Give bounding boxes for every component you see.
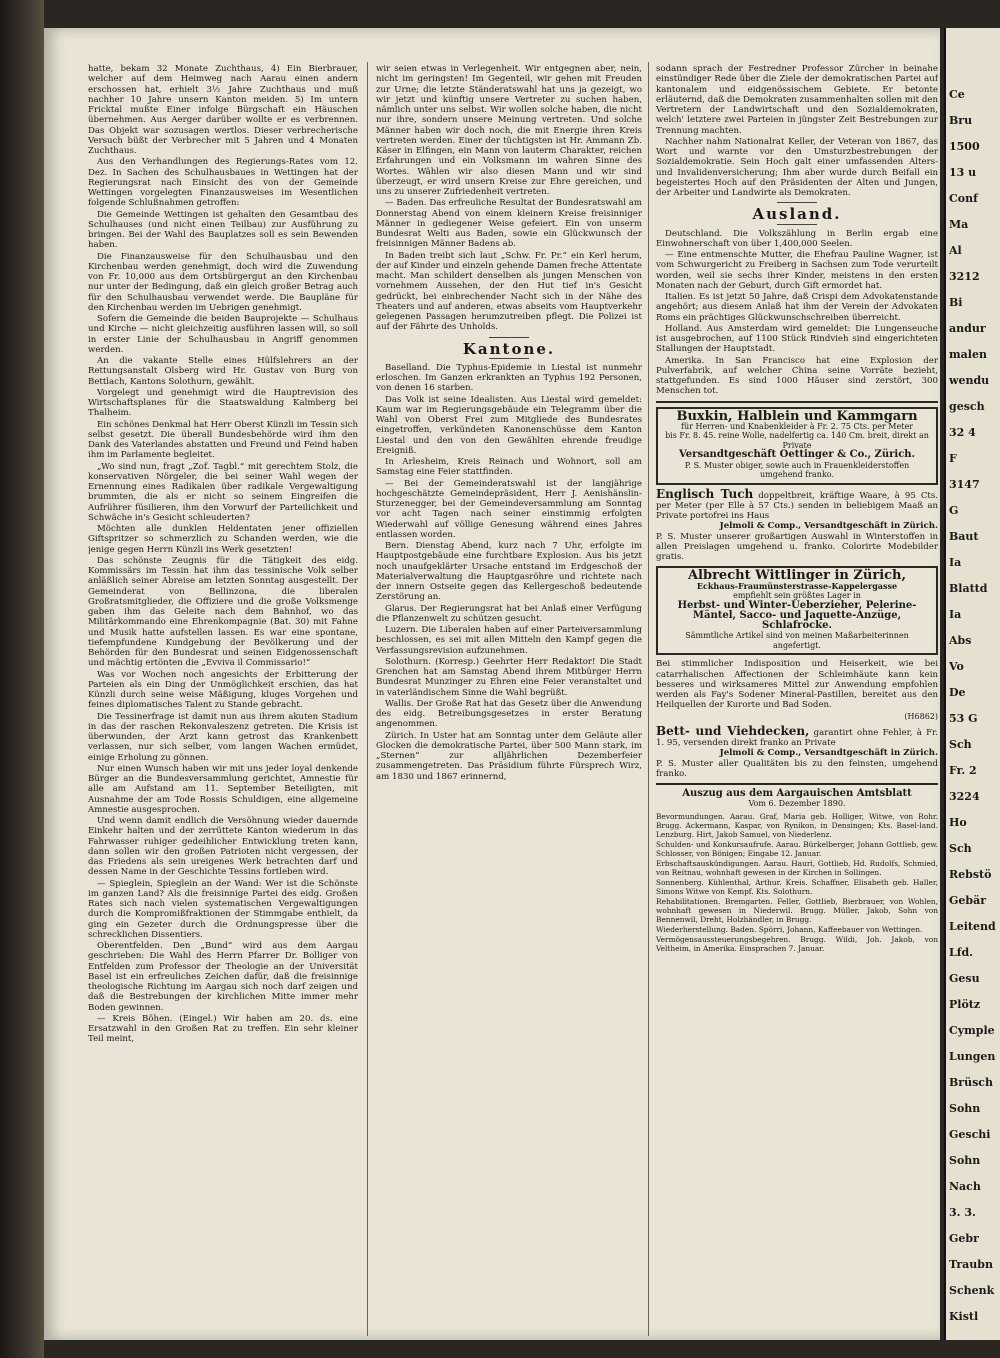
- paragraph: Was vor Wochen noch angesichts der Erbitterung der Parteien als ein Ding der Unmöglichkeit erschien, das hat Künzli durch seine weise Mäßigung, kluges Vorgehen und feines diplomatisches Talent zu Stande gebracht.: [88, 669, 358, 711]
- next-page-fragment: gesch: [949, 400, 985, 413]
- next-page-fragment: Bru: [949, 114, 973, 127]
- next-page-fragment: Cymple: [949, 1024, 995, 1037]
- amtsblatt-entry: Vermögensaussteuerungsbegehren. Brugg. Wildi, Joh. Jakob, von Veltheim, in Amerika. Einsprachen 7. Januar.: [656, 934, 938, 953]
- next-page-fragment: wendu: [949, 374, 990, 387]
- next-page-fragment: Ia: [949, 608, 962, 621]
- newspaper-page: [44, 28, 940, 1340]
- amtsblatt-entry: Bevormundungen. Aarau. Graf, Maria geb. Holliger, Witwe, von Rohr. Brugg. Ackermann, Kaspar, von Rynikon, in Densingen; Kts. Basel-land. Lenzburg. Hirt, Jakob Samuel, von Niederlenz.: [656, 811, 938, 839]
- next-page-fragment: 32 4: [949, 426, 976, 439]
- ad-title: Bett- und Viehdecken,: [656, 723, 810, 738]
- next-page-fragment: Sohn: [949, 1102, 981, 1115]
- amtsblatt-title: Auszug aus dem Aargauischen Amtsblatt: [682, 788, 912, 799]
- next-page-fragment: andur: [949, 322, 986, 335]
- amtsblatt-entry: Rehabilitationen. Bremgarten. Feller, Gottlieb, Bierbrauer, von Wohlen, wohnhaft gewesen in Niederwil. Brugg. Müller, Jakob, Sohn von Bennenwil, Dreht, Holzhändler, in Brugg.: [656, 896, 938, 924]
- paragraph: — Spieglein, Spieglein an der Wand: Wer ist die Schönste im ganzen Land? Als die freisinnige Partei des eidg. Großen Rates sich nach vielen systematischen Vergewaltigungen durch die Kompromißfraktionen der Stimmgabe enthielt, da ging ein Gezeter durch die Ordnungspresse über die schrecklichen Dissentiers.: [88, 878, 358, 940]
- next-page-fragment: 3224: [949, 790, 980, 803]
- paragraph: An die vakante Stelle eines Hülfslehrers an der Rettungsanstalt Olsberg wird Hr. Gustav von Burg von Bettlach, Kantons Solothurn, gewählt.: [88, 356, 358, 387]
- next-page-fragment: G: [949, 504, 959, 517]
- next-page-fragment: Nach: [949, 1180, 981, 1193]
- next-page-fragment: Baut: [949, 530, 979, 543]
- next-page-edge: [944, 28, 1000, 1340]
- next-page-fragment: Ce: [949, 88, 965, 101]
- section-divider: [489, 337, 529, 338]
- next-page-fragment: F: [949, 452, 957, 465]
- next-page-fragment: Sch: [949, 842, 972, 855]
- next-page-fragment: Lfd.: [949, 946, 973, 959]
- ad-text: P. S. Muster obiger, sowie auch in Frauenkleiderstoffen umgehend franko.: [684, 460, 910, 479]
- paragraph: sodann sprach der Festredner Professor Zürcher in beinahe einstündiger Rede über die Ziele der demokratischen Partei auf kantonalem und eidgenössischem Gebiete. Er betonte erläuternd, daß die Demokraten zusammenhalten sollen mit den Vertretern der Landwirtschaft und den Sozialdemokraten, welch' letztere zwei Parteien in jüngster Zeit Bestrebungen zur Trennung machten.: [656, 64, 938, 136]
- paragraph: Nachher nahm Nationalrat Keller, der Veteran von 1867, das Wort und warnte vor den Umsturzbestrebungen der Sozialdemokratie. Sein Hoch galt einer umfassenden Alters- und Invalidenversicherung; Ihm aber wurde durch Beifall ein begeistertes Hoch auf den Präsidenten der Alten und Jungen, der Arbeiter und Landwirte als Demokraten.: [656, 136, 938, 198]
- amtsblatt-entry: Wiederherstellung. Baden. Spörri, Johann, Kaffeebauer von Wettingen.: [656, 924, 923, 934]
- next-page-fragment: 3212: [949, 270, 980, 283]
- book-binding: [0, 0, 44, 1358]
- column-rule: [648, 62, 649, 1336]
- paragraph: Zürich. In Uster hat am Sonntag unter dem Geläute aller Glocken die demokratische Partei, über 500 Mann stark, im „Sternen“ zur alljährlichen Dezemberfeier zusammengetreten. Das Präsidium führte Fürsprech Wirz, am 1830 und 1867 erinnernd,: [376, 730, 642, 782]
- paragraph: Italien. Es ist jetzt 50 Jahre, daß Crispi dem Advokatenstande angehört; aus diesem Anlaß hat ihm der Verein der Advokaten Roms ein prächtiges Glückwunschschreiben überreicht.: [656, 292, 938, 323]
- paragraph: Aus den Verhandlungen des Regierungs-Rates vom 12. Dez. In Sachen des Schulhausbaues in Wettingen hat der Regierungsrat nach Einsicht des von der Gemeinde Wettingen vorgelegten Finanzausweises im Wesentlichen folgende Schlußnahmen getroffen:: [88, 157, 358, 209]
- next-page-fragment: Gesu: [949, 972, 980, 985]
- advertisement-englisch-tuch: [656, 486, 938, 563]
- ad-text: bis Fr. 8. 45. reine Wolle, nadelfertig ca. 140 Cm. breit, direkt an Private: [665, 431, 929, 450]
- next-page-fragment: 13 u: [949, 166, 977, 179]
- paragraph: Und wenn damit endlich die Versöhnung wieder dauernde Einkehr halten und der zerrüttete Kanton wiederum in das Fahrwasser ruhiger gedeihlicher Entwicklung treten kann, dann sollen wir den großen Patrioten nicht vergessen, der das Friedens als sein ureigenes Werk betrachten darf und dessen Name in der Geschichte Tessins fortleben wird.: [88, 816, 358, 878]
- paragraph: Amerika. In San Francisco hat eine Explosion der Pulverfabrik, auf welcher China seine Vorräte bezieht, stattgefunden. Es sind 1000 Häuser sind zerstört, 300 Menschen tot.: [656, 355, 938, 397]
- next-page-fragment: Sch: [949, 738, 972, 751]
- ad-title: Englisch Tuch: [656, 486, 754, 501]
- paragraph: Baselland. Die Typhus-Epidemie in Liestal ist nunmehr erloschen. Im Ganzen erkrankten an Typhus 192 Personen, von denen 16 starben.: [376, 362, 642, 394]
- ad-text: P. S. Muster aller Qualitäten bis zu den feinsten, umgehend franko.: [656, 758, 938, 779]
- paragraph: Glarus. Der Regierungsrat hat bei Anlaß einer Verfügung die Pflanzenwelt zu schützen gesucht.: [376, 603, 642, 624]
- paragraph: Ein schönes Denkmal hat Herr Oberst Künzli im Tessin sich selbst gesetzt. Die überall Bundesbehörde wird ihm den Dank des Vaterlandes abstatten und Freund und Feind haben ihm im Parlamente begleitet.: [88, 419, 358, 461]
- next-page-fragment: Bi: [949, 296, 963, 309]
- paragraph: Das schönste Zeugnis für die Tätigkeit des eidg. Kommissärs im Tessin hat ihm das tessinische Volk selber anläßlich seiner Abreise am letzten Sonntag ausgestellt. Der Gemeinderat von Bellinzona, die liberalen Großratsmitglieder, die Offiziere und die große Volksmenge gaben ihm das Geleite nach dem Bahnhof, wo das Militärkommando eine Ehrenkompagnie (Bat. 30) mit Fahne und Musik hatte aufstellen lassen. Es war eine spontane, tiefempfundene Kundgebung der Bevölkerung und der Behörden für den Bundesrat und seinen Eidgenossenschaft und mächtig ertönten die „Evviva il Commissario!“: [88, 555, 358, 669]
- paragraph: wir seien etwas in Verlegenheit. Wir entgegnen aber, nein, nicht im geringsten! Im Gegenteil, wir gehen mit Freuden zur Urne; die letzte Ständeratswahl hat uns ja gezeigt, wo wir jetzt und künftig unsere Vertreter zu suchen haben, nämlich unter uns selbst. Wir wollen solche haben, die nicht nur ihre, sondern unsere Meinung vertreten. Und solche Männer haben wir doch noch, die mit Energie ihren Kreis vertreten werden. Einer der tüchtigsten ist Hr. Ammann Zb. Käser in Elfingen, ein Mann von lauterm Charakter, reichen Erfahrungen und ein Volksmann im wahren Sinne des Wortes. Wählen wir also diesen Mann und wir sind überzeugt, er wird unsern Kreise zur Ehre gereichen, und uns zu unserer Zufriedenheit vertreten.: [376, 64, 642, 197]
- next-page-fragment: Brüsch: [949, 1076, 993, 1089]
- paragraph: Deutschland. Die Volkszählung in Berlin ergab eine Einwohnerschaft von über 1,400,000 Seelen.: [656, 228, 938, 249]
- section-divider: [777, 202, 817, 203]
- next-page-fragment: Blattd: [949, 582, 988, 595]
- paragraph: In Baden treibt sich laut „Schw. Fr. Pr.“ ein Kerl herum, der auf Kinder und einzeln gehende Damen freche Attentate macht. Man schildert denselben als jungen Menschen von vornehmem Aussehen, der den Hut tief in's Gesicht gedrückt, bei einbrechender Nacht sich in der Nähe des Theaters und auf anderen, etwas abseits vom Hauptverkehr gelegenen Passagen herumzutreiben pflegt. Die Polizei ist auf der Fährte des Unholds.: [376, 250, 642, 333]
- paragraph: — Baden. Das erfreuliche Resultat der Bundesratswahl am Donnerstag Abend von einem kleinern Kreise freisinniger Männer in gediegener Weise gefeiert. Ein von unserm Bundesrat Welti aus Baden, sowie ein Glückwunsch der freisinnigen Männer Badens ab.: [376, 198, 642, 250]
- next-page-fragment: Traubn: [949, 1258, 993, 1271]
- paragraph: Oberentfelden. Den „Bund“ wird aus dem Aargau geschrieben: Die Wahl des Herrn Pfarrer Dr. Bolliger von Entfelden zum Professor der Theologie an der Universität Basel ist ein erfreuliches Zeichen dafür, daß die freisinnige theologische Richtung im Aargau sich noch darf zeigen und daß die Bestrebungen der kirchlichen Mitte immer mehr Boden gewinnen.: [88, 941, 358, 1013]
- paragraph: Solothurn. (Korresp.) Geehrter Herr Redaktor! Die Stadt Grenchen hat am Samstag Abend ihrem Mitbürger Herrn Bundesrat Munzinger zu Ehren eine Feier veranstaltet und in vaterländischem Sinne die Wahl begrüßt.: [376, 656, 642, 698]
- next-page-fragment: Gebär: [949, 894, 987, 907]
- paragraph: hatte, bekam 32 Monate Zuchthaus, 4) Ein Bierbrauer, welcher auf dem Heimweg nach Aarau einen andern erschossen hat, erhielt 3½ Jahre Zuchthaus und muß nachher 10 Jahre unsern Kanton meiden. 5) Im untern Fricktal mußte Einer infolge Bürgschaft ein Häuschen übernehmen. Aus Aerger darüber wollte er es verbrennen. Das Objekt war sozusagen wertlos. Dieser verbrecherische Versuch büßt der Verbrecher mit 5 Jahren und 4 Monaten Zuchthaus.: [88, 64, 358, 156]
- amtsblatt-date: Vom 6. Dezember 1890.: [748, 799, 846, 809]
- ad-text: garantirt ohne Fehler, à Fr. 1. 95, versenden direkt franko an Private: [656, 727, 938, 748]
- advertisement-buxkin: [656, 407, 938, 485]
- amtsblatt-entry: Erbschaftsauskündigungen. Aarau. Hauri, Gottlieb, Hd. Rudolfs, Schmied, von Reitnau, wohnhaft gewesen in der Kirchen in Sollingen.: [656, 858, 938, 877]
- column-rule: [367, 62, 368, 1336]
- next-page-fragment: Sohn: [949, 1154, 981, 1167]
- column-1: [88, 64, 358, 1334]
- next-page-fragment: 3. 3.: [949, 1206, 976, 1219]
- next-page-fragment: Lungen: [949, 1050, 996, 1063]
- next-page-fragment: Rebstö: [949, 868, 992, 881]
- ad-reference: (H6862): [904, 711, 938, 721]
- paragraph: Sofern die Gemeinde die beiden Bauprojekte — Schulhaus und Kirche — nicht gleichzeitig ausführen lassen will, so soll in erster Linie der Schulhausbau in Angriff genommen werden.: [88, 314, 358, 355]
- next-page-fragment: Ho: [949, 816, 967, 829]
- ad-text: empfiehlt sein größtes Lager in: [733, 591, 861, 600]
- next-page-fragment: Leitend: [949, 920, 996, 933]
- next-page-fragment: Vo: [949, 660, 964, 673]
- section-divider: [489, 358, 529, 359]
- ad-firm: Jelmoli & Comp., Versandtgeschäft in Zürich.: [719, 748, 938, 759]
- advertisement-rule: [656, 401, 938, 403]
- paragraph: Möchten alle dunklen Heldentaten jener offiziellen Giftspritzer so schmerzlich zu Schanden werden, wie die jenige gegen Herrn Künzli ins Werk gesetzten!: [88, 524, 358, 555]
- advertisement-wittlinger: [656, 566, 938, 655]
- next-page-fragment: Ma: [949, 218, 969, 231]
- paragraph: In Arlesheim, Kreis Reinach und Wohnort, soll am Samstag eine Feier stattfinden.: [376, 457, 642, 478]
- paragraph: Luzern. Die Liberalen haben auf einer Parteiversammlung beschlossen, es sei mit allen Mitteln den Kampf gegen die Verfassungsrevision aufzunehmen.: [376, 625, 642, 656]
- amtsblatt-entry: Schulden- und Konkursaufrufe. Aarau. Bürkelberger, Johann Gottlieb, gew. Schlosser, von Bönigen; Eingabe 12. Januar.: [656, 839, 938, 858]
- paragraph: Das Volk ist seine Idealisten. Aus Liestal wird gemeldet: Kaum war im Regierungsgebäude ein Telegramm über die Wahl von Oberst Frei zum Mitgliede des Bundesrates eingetroffen, verkündeten Kanonenschüsse dem Kanton Liestal und den von den Gewählten ehrende freudige Ereigniß.: [376, 394, 642, 456]
- next-page-fragment: Conf: [949, 192, 978, 205]
- next-page-fragment: Al: [949, 244, 962, 257]
- next-page-fragment: 1500: [949, 140, 980, 153]
- paragraph: Nur einen Wunsch haben wir mit uns jeder loyal denkende Bürger an die Bundesversammlung gerichtet, Amnestie für alle am Aufstand am 11. September Beteiligten, mit Ausnahme der am Tode Rossis Schuldigen, eine allgemeine Amnestie ausgesprochen.: [88, 763, 358, 815]
- ad-address: Eckhaus-Fraumünsterstrasse-Kappelergasse: [696, 580, 898, 591]
- amtsblatt-list: [656, 812, 938, 953]
- column-3: [656, 64, 938, 1334]
- next-page-fragments: [946, 88, 1000, 1324]
- next-page-fragment: 53 G: [949, 712, 978, 725]
- advertisement-bettdecken: [656, 723, 938, 779]
- ad-text: für Herren- und Knabenkleider à Fr. 2. 75 Cts. per Meter: [680, 421, 913, 431]
- next-page-fragment: Abs: [949, 634, 972, 647]
- paragraph: Holland. Aus Amsterdam wird gemeldet: Die Lungenseuche ist ausgebrochen, auf 1100 Stück Rindvieh sind eingerichteten Stallungen der Hauptstadt.: [656, 323, 938, 355]
- paragraph: Die Finanzausweise für den Schulhausbau und den Kirchenbau werden genehmigt, doch wird die Zuwendung von Fr. 10,000 aus dem Ortsbürgergut an den Kirchenbau nur unter der Bedingung, daß ein gleich großer Betrag auch für den Schulhausbau verwendet werde. Die Baupläne für den Kirchenbau werden im Uebrigen genehmigt.: [88, 251, 358, 313]
- paragraph: Vorgelegt und genehmigt wird die Hauptrevision des Wirtschaftsplanes für die Staatswaldung Kalmberg bei Thalheim.: [88, 387, 358, 419]
- ad-text: P. S. Muster unserer großartigen Auswahl in Winterstoffen in allen Preislagen umgehend u. franko. Colorirte Modebilder gratis.: [656, 531, 938, 562]
- section-divider: [777, 224, 817, 225]
- paragraph: Die Tessinerfrage ist damit nun aus ihrem akuten Stadium in das der raschen Rekonvaleszenz getreten. Die Krisis ist überwunden, der Arzt kann getrost das Krankenbett verlassen, nur sich selber, vom langen Wachen ermüdet, einige Erholung zu gönnen.: [88, 711, 358, 763]
- next-page-fragment: Geschi: [949, 1128, 991, 1141]
- paragraph: „Wo sind nun, fragt „Zof. Tagbl.“ mit gerechtem Stolz, die konservativen Nörgeler, die bei seiner Wahl wegen der Ernennung eines Radikalen über radikale Vergewaltigung brummten, die als er nicht so seinem Eingreifen die Aufrührer füsilieren, ihm den Vorwurf der Parteilichkeit und Schwäche in's Gesicht schleuderten?: [88, 461, 358, 523]
- column-2: [376, 64, 642, 1334]
- next-page-fragment: Fr. 2: [949, 764, 977, 777]
- ad-title: Buxkin, Halblein und Kammgarn: [676, 408, 918, 424]
- section-heading-kantone: Kantone.: [462, 339, 556, 358]
- next-page-fragment: Gebr: [949, 1232, 979, 1245]
- ad-firm: Jelmoli & Comp., Versandtgeschäft in Zürich.: [719, 521, 938, 532]
- paragraph: Bern. Dienstag Abend, kurz nach 7 Uhr, erfolgte im Hauptpostgebäude eine furchtbare Explosion. Aus bis jetzt noch unaufgeklärter Ursache entstand im Erdgeschoß der Materialverwaltung die Hauptgasröhre und richtete nach der innern Ostseite gegen das Kellergeschoß bedeutende Zerstörung an.: [376, 541, 642, 603]
- next-page-fragment: De: [949, 686, 966, 699]
- next-page-fragment: Plötz: [949, 998, 981, 1011]
- next-page-fragment: malen: [949, 348, 987, 361]
- ad-products: Herbst- und Winter-Ueberzieher, Pelerine-Mäntel, Sacco- und Jaquette-Anzüge, Schlafröcke.: [677, 599, 917, 631]
- section-heading-ausland: Ausland.: [752, 205, 842, 224]
- ad-text: Bei stimmlicher Indisposition und Heiserkeit, wie bei catarrhalischen Affectionen der Schleimhäute kann kein besseres und wirksameres Mittel zur Anwendung empfohlen werden als Fay's Sodener Mineral-Pastillen, bereitet aus den Heilquellen der Kurorte und Bad Soden.: [656, 659, 938, 711]
- ad-text: Sämmtliche Artikel sind von meinen Maßarbeiterinnen angefertigt.: [685, 631, 909, 650]
- next-page-fragment: 3147: [949, 478, 980, 491]
- advertisement-rule: [656, 783, 938, 785]
- paragraph: Wallis. Der Große Rat hat das Gesetz über die Anwendung des eidg. Betreibungsgesetzes in erster Beratung angenommen.: [376, 698, 642, 730]
- ad-text: doppeltbreit, kräftige Waare, à 95 Cts. per Meter (per Elle à 57 Cts.) senden in beliebigem Maaß an Private portofrei ins Haus: [656, 490, 938, 521]
- amtsblatt-entry: Sonnenberg. Kühlenthal, Arthur. Kreis. Schaffner, Elisabeth geb. Haller, Simons Witwe von Kempf. Kts. Solothurn.: [656, 877, 938, 896]
- paragraph: — Kreis Böhen. (Eingel.) Wir haben am 20. ds. eine Ersatzwahl in den Großen Rat zu treffen. Ein sehr kleiner Teil meint,: [88, 1013, 358, 1045]
- paragraph: — Bei der Gemeinderatswahl ist der langjährige hochgeschätzte Gemeindepräsident, Herr J. Aenishänslin-Sturzenegger, bei der Gemeindeversammlung am Sonntag vor acht Tagen nach seiner einstimmig erfolgten Wiederwahl auf völlige Genesung während eines Jahres entlassen worden.: [376, 478, 642, 540]
- ad-title: Albrecht Wittlinger in Zürich,: [687, 568, 907, 584]
- paragraph: — Eine entmenschte Mutter, die Ehefrau Pauline Wagner, ist vom Schwurgericht zu Freiberg in Sachsen zum Tode verurteilt worden, weil sie sechs ihrer Kinder, meistens in den ersten Monaten nach der Geburt, durch Gift ermordet hat.: [656, 250, 938, 291]
- next-page-fragment: Schenk: [949, 1284, 995, 1297]
- advertisement-fays-pastillen: [656, 659, 938, 722]
- ad-firm: Versandtgeschäft Oettinger & Co., Zürich.: [678, 449, 916, 461]
- next-page-fragment: Ia: [949, 556, 962, 569]
- paragraph: Die Gemeinde Wettingen ist gehalten den Gesamtbau des Schulhauses (und nicht einen Teilbau) zur Ausführung zu bringen. Bei der Wahl des Bauplatzes soll es sein Bewenden haben.: [88, 209, 358, 251]
- next-page-fragment: Kistl: [949, 1310, 979, 1323]
